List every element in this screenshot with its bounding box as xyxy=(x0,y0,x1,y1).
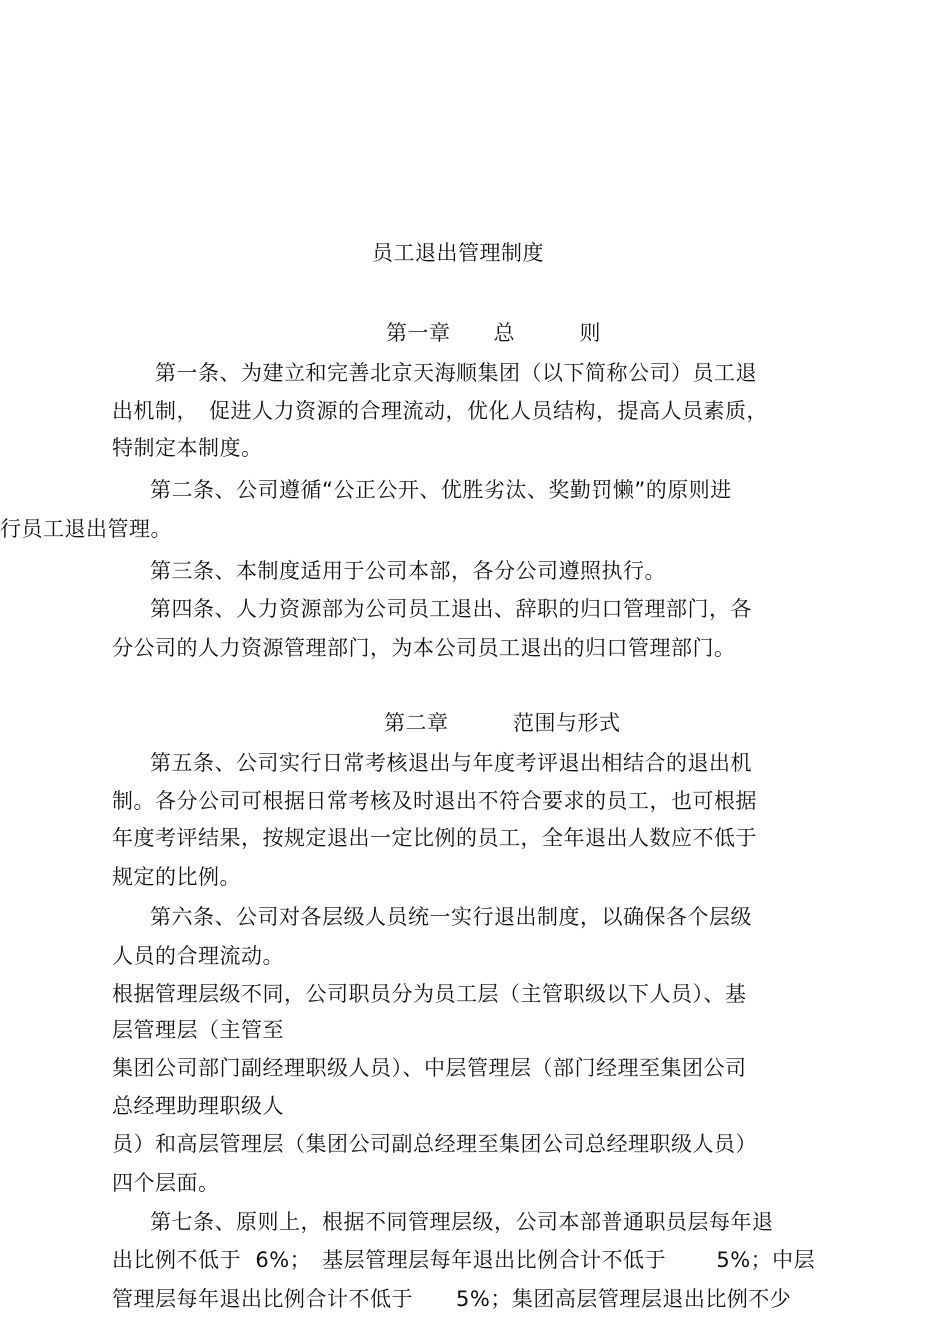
paragraph-line: 员）和高层管理层（集团公司副总经理至集团公司总经理职级人员） xyxy=(112,1132,757,1156)
chapter-heading-2: 第二章 范围与形式 xyxy=(384,711,621,735)
paragraph-line: 第七条、原则上，根据不同管理层级，公司本部普通职员层每年退 xyxy=(150,1210,774,1234)
paragraph-line: 分公司的人力资源管理部门，为本公司员工退出的归口管理部门。 xyxy=(112,636,736,660)
paragraph-line: 规定的比例。 xyxy=(112,865,241,889)
paragraph-line: 年度考评结果，按规定退出一定比例的员工，全年退出人数应不低于 xyxy=(112,826,757,850)
paragraph-line: 制。各分公司可根据日常考核及时退出不符合要求的员工，也可根据 xyxy=(112,789,757,813)
paragraph-line: 第四条、人力资源部为公司员工退出、辞职的归口管理部门，各 xyxy=(150,597,752,621)
paragraph-line: 出比例不低于 6%； 基层管理层每年退出比例合计不低于 5%；中层 xyxy=(112,1248,816,1272)
paragraph-line: 第三条、本制度适用于公司本部，各分公司遵照执行。 xyxy=(150,559,666,583)
paragraph-line: 人员的合理流动。 xyxy=(112,944,284,968)
paragraph-line: 第一条、为建立和完善北京天海顺集团（以下简称公司）员工退 xyxy=(155,361,757,385)
paragraph-line: 特制定本制度。 xyxy=(112,436,263,460)
paragraph-line: 第五条、公司实行日常考核退出与年度考评退出相结合的退出机 xyxy=(150,751,752,775)
chapter-heading-1: 第一章 总 则 xyxy=(386,321,601,345)
paragraph-line: 行员工退出管理。 xyxy=(0,517,172,541)
paragraph-line: 第二条、公司遵循“公正公开、优胜劣汰、奖勤罚懒”的原则进 xyxy=(150,478,732,502)
paragraph-line: 集团公司部门副经理职级人员）、中层管理层（部门经理至集团公司 xyxy=(112,1056,747,1080)
paragraph-line: 四个层面。 xyxy=(112,1171,220,1195)
paragraph-line: 管理层每年退出比例合计不低于 5%；集团高层管理层退出比例不少 xyxy=(112,1287,792,1311)
paragraph-line: 层管理层（主管至 xyxy=(112,1018,284,1042)
paragraph-line: 第六条、公司对各层级人员统一实行退出制度，以确保各个层级 xyxy=(150,905,752,929)
paragraph-line: 总经理助理职级人 xyxy=(112,1094,284,1118)
paragraph-line: 出机制， 促进人力资源的合理流动，优化人员结构，提高人员素质， xyxy=(112,399,768,423)
paragraph-line: 根据管理层级不同，公司职员分为员工层（主管职级以下人员）、基 xyxy=(112,982,747,1006)
document-title: 员工退出管理制度 xyxy=(372,241,544,265)
